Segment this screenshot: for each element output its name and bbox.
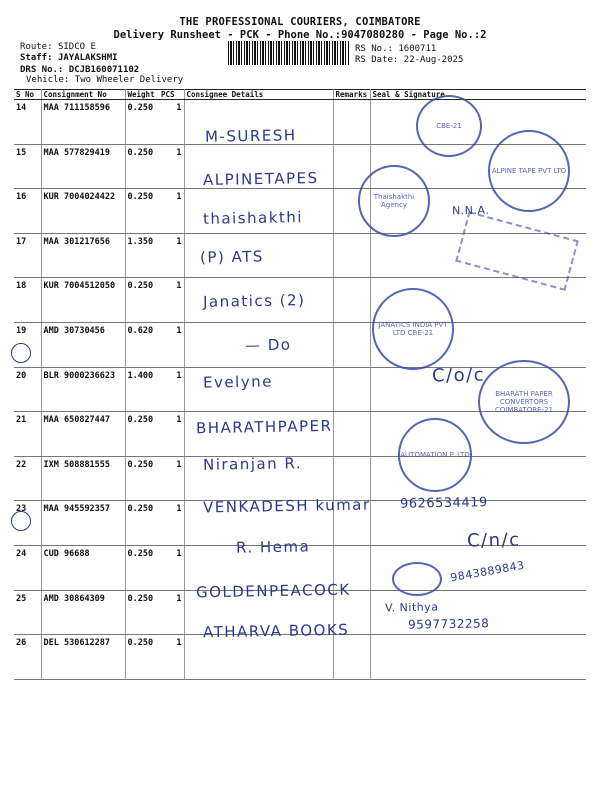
col-sno: S No xyxy=(14,90,41,100)
row-consignment-no: MAA 577829419 xyxy=(41,144,125,189)
route-value: SIDCO E xyxy=(57,42,96,52)
stamp-alpine-tape xyxy=(488,130,570,212)
runsheet-subtitle: Delivery Runsheet - PCK - Phone No.:9047080280 - Page No.:2 xyxy=(113,29,487,41)
row-sno: 15 xyxy=(14,144,41,189)
row-weight: 0.250 xyxy=(125,590,159,635)
row-consignee-cell xyxy=(184,635,333,680)
rs-date-line xyxy=(355,55,463,65)
row-sno: 20 xyxy=(14,367,41,412)
row-sno: 22 xyxy=(14,456,41,501)
stamp-thaishakthi xyxy=(358,165,430,237)
row-weight: 0.250 xyxy=(125,144,159,189)
row-consignment-no: KUR 7004512050 xyxy=(41,278,125,323)
row-pcs: 1 xyxy=(159,278,184,323)
row-consignment-no: KUR 7004024422 xyxy=(41,189,125,234)
rs-no-label: RS No.: xyxy=(355,44,393,54)
route-line xyxy=(20,42,96,52)
handwritten-consignee-19: — Do xyxy=(244,335,292,355)
handwritten-consignee-25: R. Hema xyxy=(235,537,311,557)
row-sno: 19 xyxy=(14,322,41,367)
rs-no-line xyxy=(355,44,436,54)
row-weight: 0.250 xyxy=(125,456,159,501)
row-pcs: 1 xyxy=(159,189,184,234)
signature-scribble xyxy=(392,562,442,596)
drs-line xyxy=(20,65,139,75)
handwritten-consignee-20: Evelyne xyxy=(202,372,274,392)
staff-line xyxy=(20,53,118,63)
row-weight: 0.250 xyxy=(125,278,159,323)
stamp-cbe21-text: CBE-21 xyxy=(436,122,462,130)
row-consignment-no: MAA 301217656 xyxy=(41,233,125,278)
staff-label: Staff: xyxy=(20,53,53,63)
handwritten-consignee-14: M-SURESH xyxy=(204,126,297,146)
stamp-thaishakthi-text: Thaishakthi Agency xyxy=(373,193,415,209)
row-pcs: 1 xyxy=(159,412,184,457)
barcode xyxy=(228,41,350,65)
handwritten-consignee-18: Janatics (2) xyxy=(202,291,306,311)
handwritten-phone-23: 9626534419 xyxy=(399,495,488,512)
circled-row-24 xyxy=(11,511,31,531)
row-consignment-no: IXM 508881555 xyxy=(41,456,125,501)
row-remarks-cell xyxy=(333,100,370,145)
rs-date-label: RS Date: xyxy=(355,55,399,65)
row-sno: 16 xyxy=(14,189,41,234)
drs-value: DCJB160071102 xyxy=(68,65,140,75)
stamp-automation xyxy=(398,418,472,492)
col-consignment: Consignment No xyxy=(41,90,125,100)
stamp-automation-text: AUTOMATION P. LTD xyxy=(400,451,470,459)
row-consignment-no: AMD 30730456 xyxy=(41,322,125,367)
row-pcs: 1 xyxy=(159,545,184,590)
row-sno: 18 xyxy=(14,278,41,323)
drs-label: DRS No.: xyxy=(20,65,64,75)
row-remarks-cell xyxy=(333,456,370,501)
row-sno: 17 xyxy=(14,233,41,278)
row-pcs: 1 xyxy=(159,635,184,680)
route-label: Route: xyxy=(20,42,53,52)
row-pcs: 1 xyxy=(159,322,184,367)
row-weight: 0.250 xyxy=(125,635,159,680)
row-pcs: 1 xyxy=(159,233,184,278)
row-pcs: 1 xyxy=(159,456,184,501)
row-consignment-no: CUD 96688 xyxy=(41,545,125,590)
handwritten-phone-25: 9843889843 xyxy=(449,558,526,585)
row-consignment-no: MAA 650827447 xyxy=(41,412,125,457)
stamp-janatics xyxy=(372,288,454,370)
table-row xyxy=(14,100,586,145)
col-seal-signature: Seal & Signature xyxy=(370,90,586,100)
col-remarks: Remarks xyxy=(333,90,370,100)
row-sno: 14 xyxy=(14,100,41,145)
vehicle-value: Two Wheeler Delivery xyxy=(74,75,184,85)
row-weight: 0.250 xyxy=(125,501,159,546)
row-remarks-cell xyxy=(333,278,370,323)
vehicle-line xyxy=(26,75,183,85)
staff-value: JAYALAKSHMI xyxy=(57,53,118,63)
row-weight: 0.250 xyxy=(125,189,159,234)
handwritten-signature-24: C/n/c xyxy=(466,529,521,552)
row-pcs: 1 xyxy=(159,590,184,635)
row-sno: 26 xyxy=(14,635,41,680)
row-remarks-cell xyxy=(333,233,370,278)
circled-row-20 xyxy=(11,343,31,363)
rs-no-value: 1600711 xyxy=(398,44,437,54)
stamp-bharath-text: BHARATH PAPER CONVERTORS COIMBATORE-21 xyxy=(494,390,554,414)
handwritten-consignee-15: ALPINETAPES xyxy=(202,168,319,190)
handwritten-consignee-23: Niranjan R. xyxy=(202,454,303,474)
company-title: THE PROFESSIONAL COURIERS, COIMBATORE xyxy=(179,16,421,28)
row-weight: 0.250 xyxy=(125,412,159,457)
handwritten-consignee-26: GOLDENPEACOCK xyxy=(195,580,351,602)
row-weight: 1.350 xyxy=(125,233,159,278)
handwritten-name-26: V. Nithya xyxy=(384,600,439,615)
row-remarks-cell xyxy=(333,635,370,680)
row-sno: 24 xyxy=(14,545,41,590)
rs-date-value: 22-Aug-2025 xyxy=(403,55,464,65)
row-sno: 25 xyxy=(14,590,41,635)
row-consignment-no: DEL 530612287 xyxy=(41,635,125,680)
stamp-alpine-text: ALPINE TAPE PVT LTD xyxy=(491,167,567,175)
stamp-bharath-paper xyxy=(478,360,570,444)
handwritten-signature-16: N.N.A. xyxy=(451,203,490,218)
col-weight: Weight xyxy=(125,90,159,100)
handwritten-consignee-24: VENKADESH kumar xyxy=(202,495,371,517)
table-header-row xyxy=(14,90,586,100)
col-pcs: PCS xyxy=(159,90,184,100)
row-consignment-no: AMD 30864309 xyxy=(41,590,125,635)
handwritten-consignee-27: ATHARVA BOOKS xyxy=(202,620,350,642)
vehicle-label: Vehicle: xyxy=(26,75,70,85)
row-pcs: 1 xyxy=(159,144,184,189)
row-remarks-cell xyxy=(333,322,370,367)
row-consignment-no: BLR 9000236623 xyxy=(41,367,125,412)
handwritten-consignee-22: BHARATHPAPER xyxy=(195,416,333,438)
stamp-cbe21-seal xyxy=(416,95,482,157)
row-sno: 23 xyxy=(14,501,41,546)
table-row xyxy=(14,322,586,367)
row-weight: 0.620 xyxy=(125,322,159,367)
row-sno: 21 xyxy=(14,412,41,457)
row-pcs: 1 xyxy=(159,100,184,145)
row-pcs: 1 xyxy=(159,501,184,546)
row-weight: 1.400 xyxy=(125,367,159,412)
table-row xyxy=(14,635,586,680)
row-weight: 0.250 xyxy=(125,100,159,145)
row-consignment-no: MAA 945592357 xyxy=(41,501,125,546)
stamp-janatics-text: JANATICS INDIA PVT LTD CBE-21 xyxy=(378,321,448,337)
handwritten-phone-26: 9597732258 xyxy=(407,616,490,632)
row-weight: 0.250 xyxy=(125,545,159,590)
col-consignee: Consignee Details xyxy=(184,90,333,100)
handwritten-signature-20: C/o/c xyxy=(431,364,486,387)
handwritten-consignee-17: (P) ATS xyxy=(199,247,264,267)
row-pcs: 1 xyxy=(159,367,184,412)
row-remarks-cell xyxy=(333,412,370,457)
row-consignment-no: MAA 711158596 xyxy=(41,100,125,145)
handwritten-consignee-16: thaishakthi xyxy=(202,208,304,228)
row-remarks-cell xyxy=(333,367,370,412)
row-signature-cell xyxy=(370,635,586,680)
